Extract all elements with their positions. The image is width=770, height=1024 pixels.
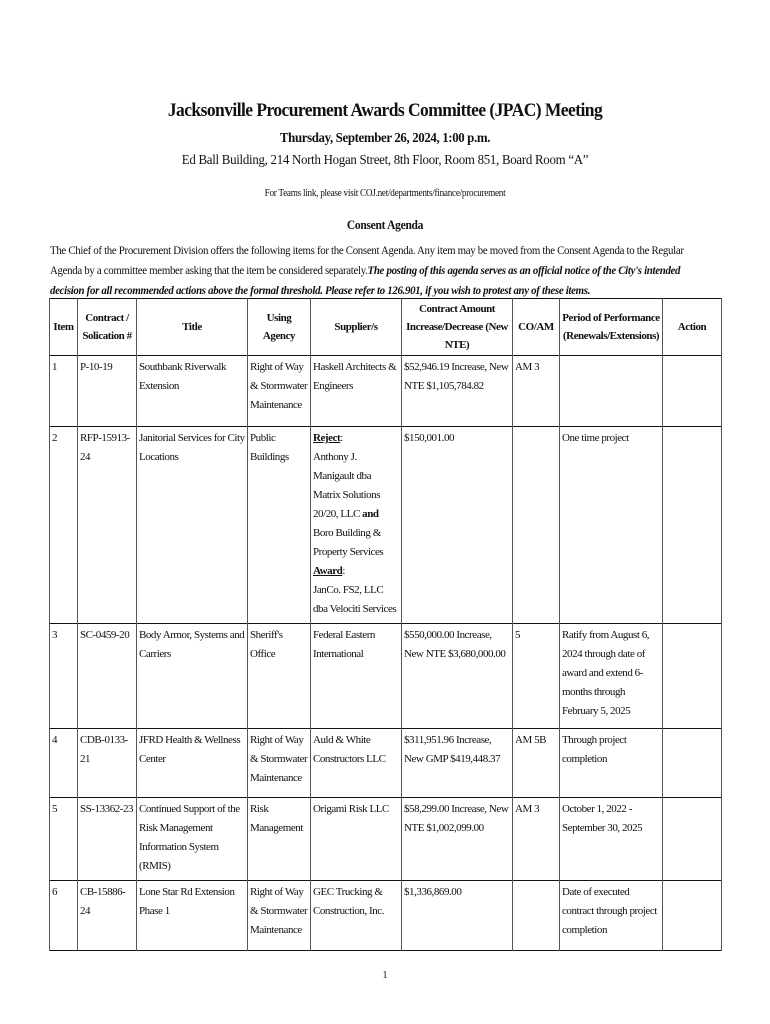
contract-amount: $52,946.19 Increase, New NTE $1,105,784.82 <box>402 356 513 427</box>
action <box>663 729 722 798</box>
contract-number: CB-15886-24 <box>78 881 137 951</box>
co-am: AM 3 <box>513 356 560 427</box>
column-header-item: Item <box>50 299 78 356</box>
action <box>663 427 722 624</box>
official-notice-text: The posting of this agenda serves as an official notice of the City's intended decision for all recommended actions above the formal threshold. Please refer to 126.901, if you wish to protest any of these items. <box>50 263 681 297</box>
using-agency: Sheriff's Office <box>248 624 311 729</box>
contract-title: Janitorial Services for City Locations <box>137 427 248 624</box>
column-header-action: Action <box>663 299 722 356</box>
intro-text: The Chief of the Procurement Division offers the following items for the Consent Agenda. Any item may be moved from the Consent Agenda to the Regular Agenda by a committee member asking that the item be considered separately. <box>50 243 684 277</box>
meeting-date: Thursday, September 26, 2024, 1:00 p.m. <box>279 131 491 146</box>
contract-title: Continued Support of the Risk Management Information System (RMIS) <box>137 798 248 881</box>
contract-title: Southbank Riverwalk Extension <box>137 356 248 427</box>
award-label: Award <box>313 565 343 577</box>
table-row <box>50 427 722 624</box>
table-row <box>50 356 722 427</box>
using-agency: Public Buildings <box>248 427 311 624</box>
contract-title: Body Armor, Systems and Carriers <box>137 624 248 729</box>
co-am <box>513 427 560 624</box>
item-number: 5 <box>50 798 78 881</box>
table-row <box>50 881 722 951</box>
consent-intro-paragraph <box>50 240 715 300</box>
table-row <box>50 624 722 729</box>
item-number: 6 <box>50 881 78 951</box>
table-row <box>50 798 722 881</box>
period-of-performance: Ratify from August 6, 2024 through date of award and extend 6-months through February 5, 2025 <box>560 624 663 729</box>
reject-block: Reject: Anthony J. Manigault dba Matrix Solutions 20/20, LLC and Boro Building & Property Services <box>313 432 384 558</box>
contract-amount: $1,336,869.00 <box>402 881 513 951</box>
award-block: Award: JanCo. FS2, LLC dba Velociti Services <box>313 565 397 615</box>
contract-amount: $550,000.00 Increase, New NTE $3,680,000.00 <box>402 624 513 729</box>
using-agency: Right of Way & Stormwater Maintenance <box>248 881 311 951</box>
table-row <box>50 729 722 798</box>
item-number: 4 <box>50 729 78 798</box>
column-header-period: Period of Performance (Renewals/Extensions) <box>560 299 663 356</box>
contract-amount: $150,001.00 <box>402 427 513 624</box>
column-header-contract: Contract / Solication # <box>78 299 137 356</box>
page-number: 1 <box>382 970 388 981</box>
period-of-performance <box>560 356 663 427</box>
using-agency: Right of Way & Stormwater Maintenance <box>248 356 311 427</box>
contract-amount: $311,951.96 Increase, New GMP $419,448.37 <box>402 729 513 798</box>
supplier: Federal Eastern International <box>311 624 402 729</box>
supplier: GEC Trucking & Construction, Inc. <box>311 881 402 951</box>
using-agency: Right of Way & Stormwater Maintenance <box>248 729 311 798</box>
action <box>663 356 722 427</box>
period-of-performance: Date of executed contract through project completion <box>560 881 663 951</box>
contract-number: RFP-15913-24 <box>78 427 137 624</box>
co-am <box>513 881 560 951</box>
supplier <box>311 427 402 624</box>
contract-number: SS-13362-23 <box>78 798 137 881</box>
table-header-row <box>50 299 722 356</box>
contract-number: SC-0459-20 <box>78 624 137 729</box>
using-agency: Risk Management <box>248 798 311 881</box>
item-number: 1 <box>50 356 78 427</box>
contract-number: CDB-0133-21 <box>78 729 137 798</box>
co-am: AM 5B <box>513 729 560 798</box>
column-header-contract-amount: Contract Amount Increase/Decrease (New NTE) <box>402 299 513 356</box>
column-header-suppliers: Supplier/s <box>311 299 402 356</box>
column-header-co-am: CO/AM <box>513 299 560 356</box>
contract-number: P-10-19 <box>78 356 137 427</box>
meeting-title: Jacksonville Procurement Awards Committee (JPAC) Meeting <box>167 100 603 121</box>
supplier: Haskell Architects & Engineers <box>311 356 402 427</box>
co-am: AM 3 <box>513 798 560 881</box>
action <box>663 798 722 881</box>
rejected-supplier-a: Anthony J. Manigault dba Matrix Solutions 20/20, LLC <box>313 451 381 520</box>
action <box>663 881 722 951</box>
item-number: 3 <box>50 624 78 729</box>
item-number: 2 <box>50 427 78 624</box>
meeting-location: Ed Ball Building, 214 North Hogan Street, 8th Floor, Room 851, Board Room “A” <box>181 153 589 168</box>
action <box>663 624 722 729</box>
contract-title: Lone Star Rd Extension Phase 1 <box>137 881 248 951</box>
and-conjunction: and <box>362 508 379 520</box>
teams-link-note: For Teams link, please visit COJ.net/departments/finance/procurement <box>264 188 506 199</box>
consent-agenda-heading: Consent Agenda <box>346 218 424 232</box>
supplier: Auld & White Constructors LLC <box>311 729 402 798</box>
rejected-supplier-b: Boro Building & Property Services <box>313 527 384 558</box>
contract-amount: $58,299.00 Increase, New NTE $1,002,099.00 <box>402 798 513 881</box>
reject-label: Reject <box>313 432 341 444</box>
column-header-using-agency: Using Agency <box>248 299 311 356</box>
period-of-performance: Through project completion <box>560 729 663 798</box>
contract-title: JFRD Health & Wellness Center <box>137 729 248 798</box>
consent-agenda-table <box>49 298 722 951</box>
period-of-performance: One time project <box>560 427 663 624</box>
period-of-performance: October 1, 2022 - September 30, 2025 <box>560 798 663 881</box>
awarded-supplier: JanCo. FS2, LLC dba Velociti Services <box>313 584 397 615</box>
supplier: Origami Risk LLC <box>311 798 402 881</box>
co-am: 5 <box>513 624 560 729</box>
column-header-title: Title <box>137 299 248 356</box>
